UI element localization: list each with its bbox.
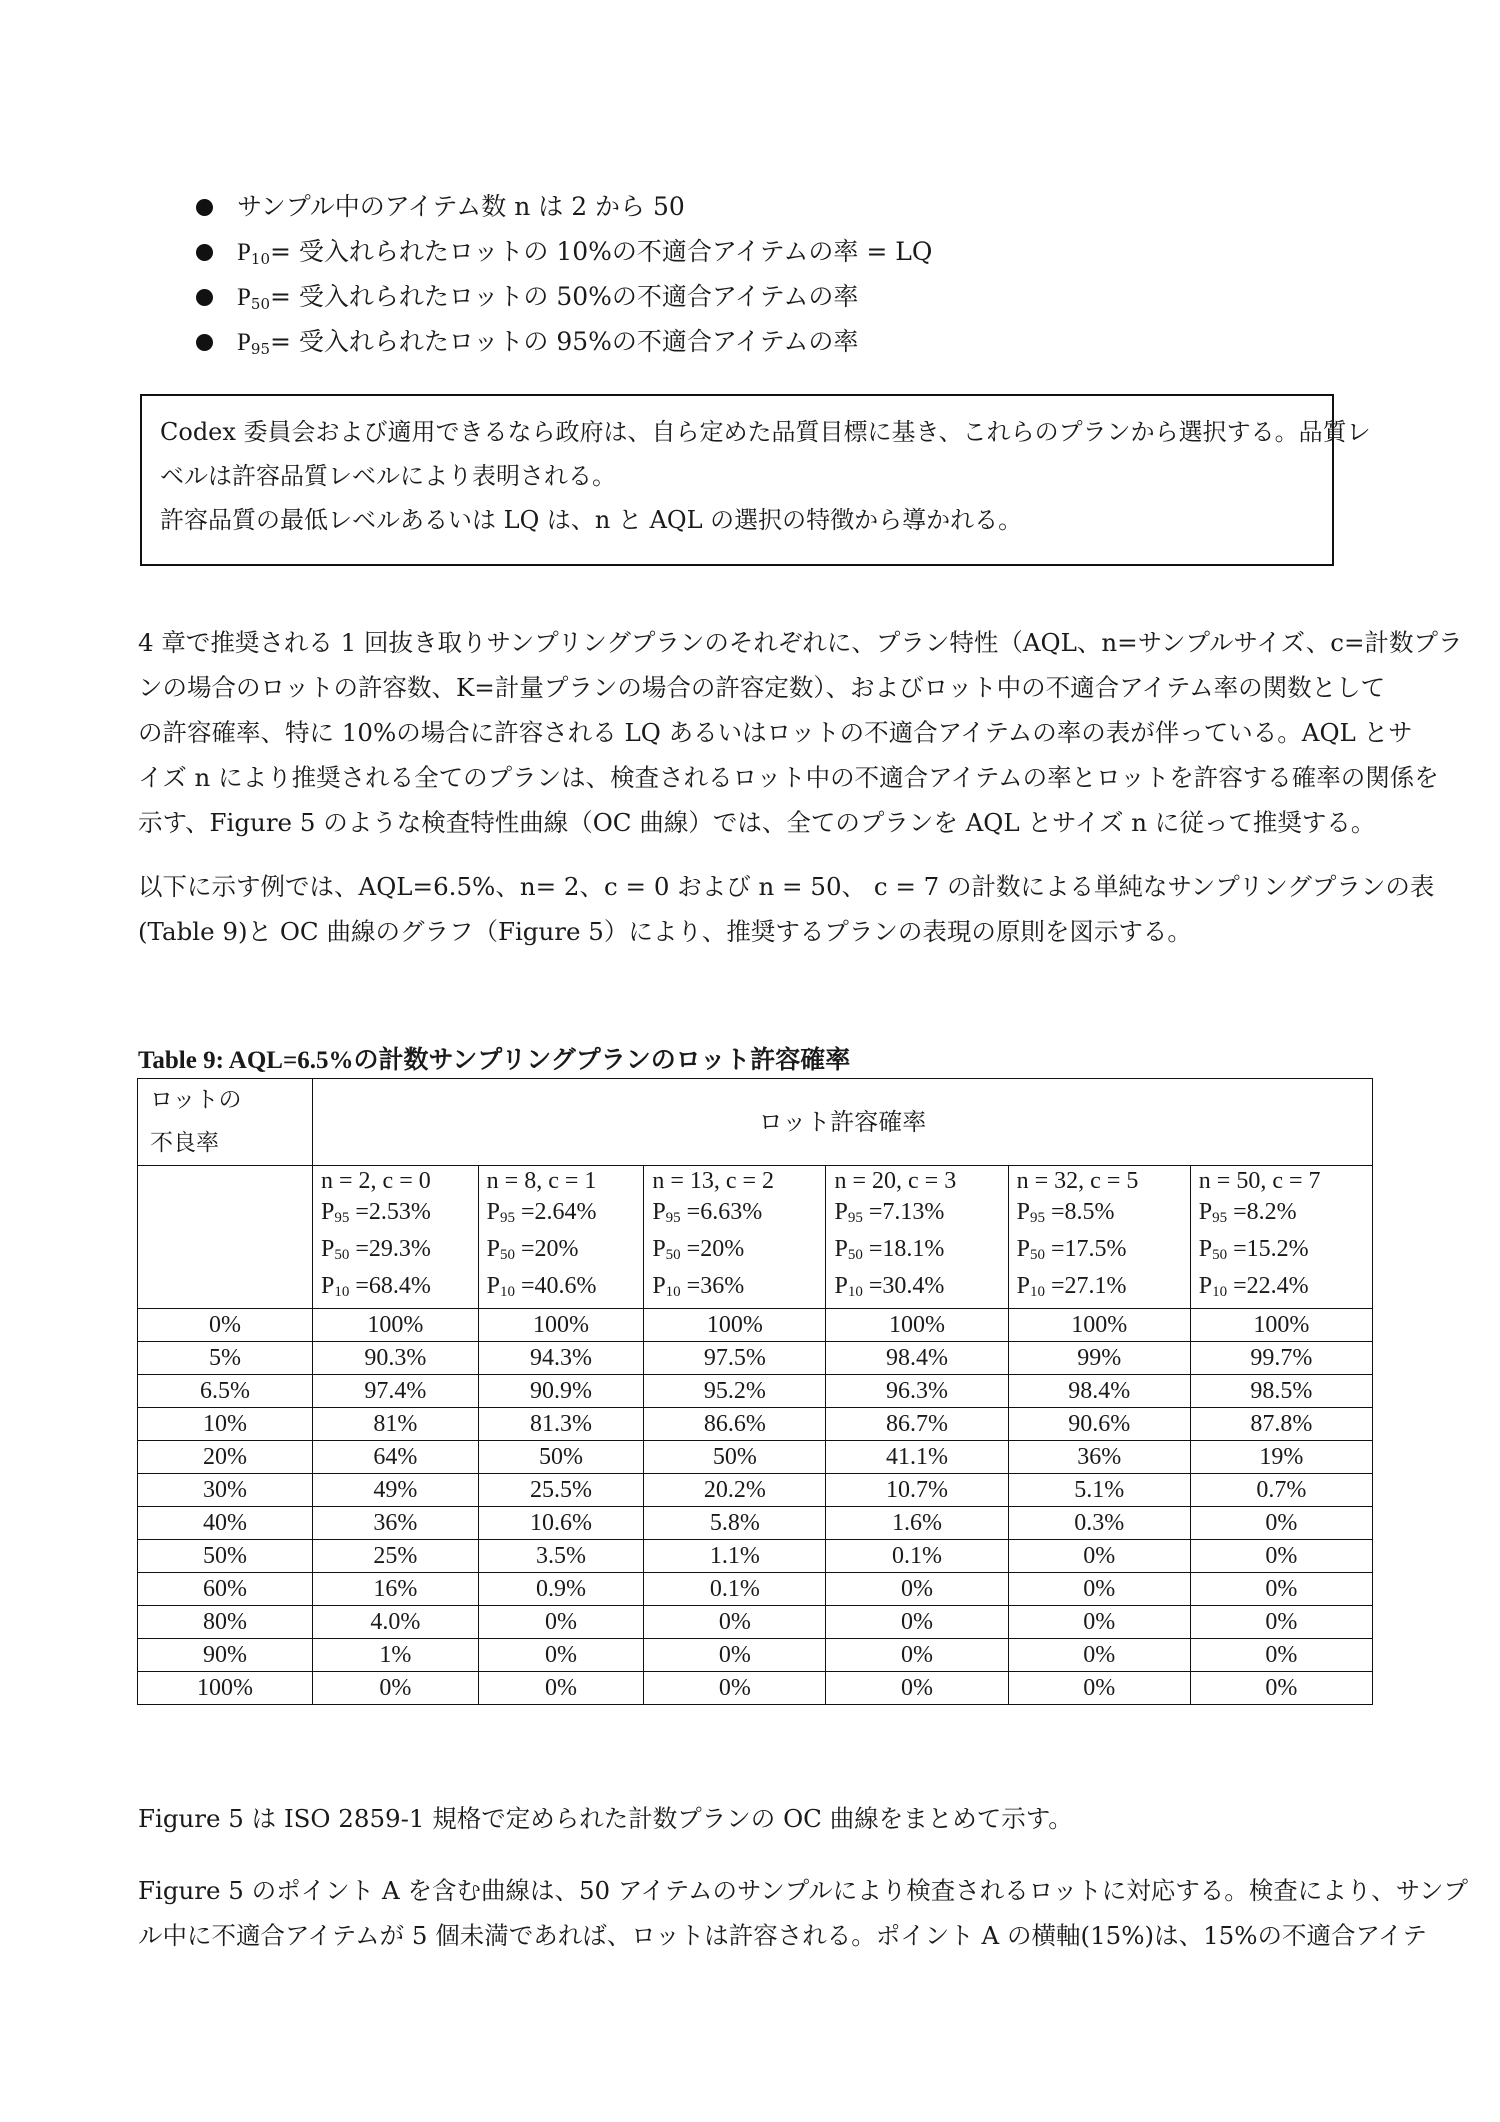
probability-cell: 0% xyxy=(1190,1639,1372,1672)
probability-cell: 25% xyxy=(313,1540,479,1573)
body-paragraph xyxy=(138,620,1463,845)
probability-cell: 86.6% xyxy=(644,1408,826,1441)
table-row xyxy=(138,1342,1373,1375)
defect-rate-cell: 60% xyxy=(138,1573,313,1606)
plan-header-cell xyxy=(826,1166,1008,1309)
definition-list xyxy=(196,190,932,370)
probability-cell: 0% xyxy=(1190,1672,1372,1705)
probability-cell: 99.7% xyxy=(1190,1342,1372,1375)
p-subscript: 10 xyxy=(250,250,270,268)
probability-cell: 0% xyxy=(826,1573,1008,1606)
probability-cell: 16% xyxy=(313,1573,479,1606)
probability-cell: 0% xyxy=(1190,1573,1372,1606)
plan-p10: $P_{10} =68.4\%$ xyxy=(321,1273,431,1300)
paragraph-line: (Table 9)と OC 曲線のグラフ（Figure 5）により、推奨するプランの表現の原則を図示する。 xyxy=(138,917,1192,946)
probability-cell: 5.8% xyxy=(644,1507,826,1540)
probability-cell: 0% xyxy=(1008,1639,1190,1672)
paragraph-line: 示す、Figure 5 のような検査特性曲線（OC 曲線）では、全てのプランを AQL とサイズ n に従って推奨する。 xyxy=(138,808,1376,837)
probability-cell: 98.4% xyxy=(826,1342,1008,1375)
defect-rate-cell: 50% xyxy=(138,1540,313,1573)
paragraph-line: 以下に示す例では、AQL=6.5%、n= 2、c = 0 および n = 50、 c = 7 の計数による単純なサンプリングプランの表 xyxy=(138,872,1435,901)
definition-text: = 受入れられたロットの 10%の不適合アイテムの率 = LQ xyxy=(270,237,933,266)
plan-sample-size: n = 50, c = 7 xyxy=(1198,1168,1321,1194)
probability-cell: 0.9% xyxy=(478,1573,644,1606)
table-row xyxy=(138,1507,1373,1540)
plan-p10: $P_{10} =30.4\%$ xyxy=(834,1273,945,1300)
table-row xyxy=(138,1474,1373,1507)
plan-p50: $P_{50} =20\%$ xyxy=(486,1236,579,1263)
body-paragraph xyxy=(138,1868,1469,1958)
probability-cell: 94.3% xyxy=(478,1342,644,1375)
probability-cell: 3.5% xyxy=(478,1540,644,1573)
table-row xyxy=(138,1606,1373,1639)
probability-cell: 90.6% xyxy=(1008,1408,1190,1441)
probability-cell: 1.6% xyxy=(826,1507,1008,1540)
probability-cell: 0% xyxy=(478,1606,644,1639)
probability-cell: 0% xyxy=(1008,1540,1190,1573)
plan-sample-size: n = 13, c = 2 xyxy=(652,1168,775,1194)
defect-rate-cell: 10% xyxy=(138,1408,313,1441)
probability-cell: 0% xyxy=(1008,1672,1190,1705)
plan-p95: $P_{95} =8.5\%$ xyxy=(1016,1199,1115,1226)
plan-p10: $P_{10} =40.6\%$ xyxy=(486,1273,597,1300)
note-line: ベルは許容品質レベルにより表明される。 xyxy=(160,462,616,490)
plan-header-cell xyxy=(313,1166,479,1309)
probability-cell: 100% xyxy=(313,1309,479,1342)
probability-cell: 1.1% xyxy=(644,1540,826,1573)
probability-cell: 0% xyxy=(1008,1573,1190,1606)
probability-cell: 0% xyxy=(826,1606,1008,1639)
table-row xyxy=(138,1573,1373,1606)
header-line: ロットの xyxy=(150,1087,242,1113)
definition-item xyxy=(196,325,932,370)
probability-cell: 10.7% xyxy=(826,1474,1008,1507)
probability-cell: 10.6% xyxy=(478,1507,644,1540)
definition-item xyxy=(196,190,932,235)
probability-cell: 0% xyxy=(313,1672,479,1705)
probability-cell: 0.3% xyxy=(1008,1507,1190,1540)
probability-cell: 0% xyxy=(1008,1606,1190,1639)
defect-rate-cell: 80% xyxy=(138,1606,313,1639)
note-box xyxy=(140,394,1371,566)
probability-cell: 50% xyxy=(644,1441,826,1474)
probability-cell: 81% xyxy=(313,1408,479,1441)
definition-item xyxy=(196,280,932,325)
defect-rate-cell: 90% xyxy=(138,1639,313,1672)
paragraph-line: の許容確率、特に 10%の場合に許容される LQ あるいはロットの不適合アイテムの率の表が伴っている。AQL とサ xyxy=(138,718,1413,747)
body-paragraph xyxy=(138,864,1435,954)
table-row xyxy=(138,1375,1373,1408)
bullet-icon xyxy=(196,334,213,351)
probability-cell: 49% xyxy=(313,1474,479,1507)
bullet-icon xyxy=(196,244,213,261)
plan-p95: $P_{95} =8.2\%$ xyxy=(1198,1199,1297,1226)
plan-p50: $P_{50} =18.1\%$ xyxy=(834,1236,945,1263)
probability-cell: 0.1% xyxy=(826,1540,1008,1573)
probability-cell: 100% xyxy=(644,1309,826,1342)
probability-cell: 98.4% xyxy=(1008,1375,1190,1408)
probability-cell: 90.3% xyxy=(313,1342,479,1375)
probability-cell: 98.5% xyxy=(1190,1375,1372,1408)
plan-p95: $P_{95} =2.53\%$ xyxy=(321,1199,431,1226)
plan-p50: $P_{50} =17.5\%$ xyxy=(1016,1236,1127,1263)
probability-cell: 99% xyxy=(1008,1342,1190,1375)
probability-cell: 100% xyxy=(1190,1309,1372,1342)
probability-cell: 96.3% xyxy=(826,1375,1008,1408)
table-row xyxy=(138,1672,1373,1705)
defect-rate-cell: 6.5% xyxy=(138,1375,313,1408)
probability-cell: 0.1% xyxy=(644,1573,826,1606)
probability-cell: 0% xyxy=(644,1606,826,1639)
probability-cell: 0% xyxy=(1190,1507,1372,1540)
probability-cell: 97.4% xyxy=(313,1375,479,1408)
plan-header-cell xyxy=(1190,1166,1372,1309)
probability-cell: 1% xyxy=(313,1639,479,1672)
plan-sample-size: n = 2, c = 0 xyxy=(321,1168,431,1194)
probability-cell: 100% xyxy=(478,1309,644,1342)
probability-cell: 0% xyxy=(644,1672,826,1705)
definition-text: = 受入れられたロットの 50%の不適合アイテムの率 xyxy=(270,282,859,311)
probability-cell: 81.3% xyxy=(478,1408,644,1441)
table-header-row xyxy=(138,1079,1373,1166)
plan-p95: $P_{95} =2.64\%$ xyxy=(486,1199,597,1226)
plan-sample-size: n = 8, c = 1 xyxy=(486,1168,597,1194)
table-row xyxy=(138,1540,1373,1573)
defect-rate-cell: 5% xyxy=(138,1342,313,1375)
empty-cell xyxy=(138,1166,313,1309)
defect-rate-cell: 40% xyxy=(138,1507,313,1540)
plan-p10: $P_{10} =36\%$ xyxy=(652,1273,745,1300)
table-row xyxy=(138,1639,1373,1672)
header-line: 不良率 xyxy=(150,1130,219,1156)
probability-cell: 0.7% xyxy=(1190,1474,1372,1507)
p-subscript: 95 xyxy=(250,340,270,358)
plan-header-cell xyxy=(478,1166,644,1309)
defect-rate-cell: 20% xyxy=(138,1441,313,1474)
table-row xyxy=(138,1441,1373,1474)
note-line: 許容品質の最低レベルあるいは LQ は、n と AQL の選択の特徴から導かれる。 xyxy=(160,506,1023,534)
paragraph-line: イズ n により推奨される全てのプランは、検査されるロット中の不適合アイテムの率とロットを許容する確率の関係を xyxy=(138,763,1439,792)
probability-cell: 36% xyxy=(313,1507,479,1540)
definition-text: サンプル中のアイテム数 n は 2 から 50 xyxy=(237,192,685,221)
defect-rate-cell: 0% xyxy=(138,1309,313,1342)
plan-p50: $P_{50} =15.2\%$ xyxy=(1198,1236,1309,1263)
paragraph-line: Figure 5 は ISO 2859-1 規格で定められた計数プランの OC 曲線をまとめて示す。 xyxy=(138,1804,1073,1833)
probability-cell: 41.1% xyxy=(826,1441,1008,1474)
plan-header-cell xyxy=(1008,1166,1190,1309)
paragraph-line: ル中に不適合アイテムが 5 個未満であれば、ロットは許容される。ポイント A の横軸(15%)は、15%の不適合アイテ xyxy=(138,1921,1427,1950)
probability-cell: 20.2% xyxy=(644,1474,826,1507)
probability-cell: 86.7% xyxy=(826,1408,1008,1441)
bullet-icon xyxy=(196,199,213,216)
plan-p50: $P_{50} =20\%$ xyxy=(652,1236,745,1263)
defect-rate-header xyxy=(138,1079,313,1166)
plan-p95: $P_{95} =7.13\%$ xyxy=(834,1199,945,1226)
definition-item xyxy=(196,235,932,280)
defect-rate-cell: 30% xyxy=(138,1474,313,1507)
definition-text: = 受入れられたロットの 95%の不適合アイテムの率 xyxy=(270,327,859,356)
plan-p10: $P_{10} =27.1\%$ xyxy=(1016,1273,1127,1300)
table-row xyxy=(138,1408,1373,1441)
acceptance-probability-table xyxy=(137,1078,1373,1705)
probability-cell: 0% xyxy=(1190,1540,1372,1573)
bullet-icon xyxy=(196,289,213,306)
p-symbol: P xyxy=(237,284,251,311)
plan-sample-size: n = 32, c = 5 xyxy=(1016,1168,1139,1194)
p-subscript: 50 xyxy=(250,295,270,313)
probability-cell: 36% xyxy=(1008,1441,1190,1474)
paragraph-line: Figure 5 のポイント A を含む曲線は、50 アイテムのサンプルにより検査されるロットに対応する。検査により、サンプ xyxy=(138,1876,1469,1905)
probability-cell: 25.5% xyxy=(478,1474,644,1507)
plan-p50: $P_{50} =29.3\%$ xyxy=(321,1236,431,1263)
paragraph-line: ンの場合のロットの許容数、K=計量プランの場合の許容定数）、およびロット中の不適合アイテム率の関数として xyxy=(138,673,1386,702)
plan-header-row xyxy=(138,1166,1373,1309)
p-symbol: P xyxy=(237,329,251,356)
probability-cell: 64% xyxy=(313,1441,479,1474)
table-caption: Table 9: AQL=6.5%の計数サンプリングプランのロット許容確率 xyxy=(138,1047,851,1074)
probability-cell: 50% xyxy=(478,1441,644,1474)
probability-cell: 100% xyxy=(1008,1309,1190,1342)
probability-cell: 90.9% xyxy=(478,1375,644,1408)
probability-cell: 0% xyxy=(1190,1606,1372,1639)
plan-header-cell xyxy=(644,1166,826,1309)
plan-p95: $P_{95} =6.63\%$ xyxy=(652,1199,763,1226)
probability-cell: 87.8% xyxy=(1190,1408,1372,1441)
probability-cell: 100% xyxy=(826,1309,1008,1342)
plan-sample-size: n = 20, c = 3 xyxy=(834,1168,957,1194)
acceptance-probability-header: ロット許容確率 xyxy=(313,1079,1373,1166)
probability-cell: 0% xyxy=(826,1639,1008,1672)
body-paragraph xyxy=(138,1796,1378,1841)
probability-cell: 97.5% xyxy=(644,1342,826,1375)
probability-cell: 0% xyxy=(644,1639,826,1672)
p-symbol: P xyxy=(237,239,251,266)
plan-p10: $P_{10} =22.4\%$ xyxy=(1198,1273,1309,1300)
paragraph-line: 4 章で推奨される 1 回抜き取りサンプリングプランのそれぞれに、プラン特性（AQL、n=サンプルサイズ、c=計数プラ xyxy=(138,628,1463,657)
probability-cell: 0% xyxy=(478,1672,644,1705)
note-line: Codex 委員会および適用できるなら政府は、自ら定めた品質目標に基き、これらのプランから選択する。品質レ xyxy=(160,418,1371,446)
probability-cell: 19% xyxy=(1190,1441,1372,1474)
probability-cell: 0% xyxy=(826,1672,1008,1705)
probability-cell: 4.0% xyxy=(313,1606,479,1639)
probability-cell: 0% xyxy=(478,1639,644,1672)
probability-cell: 5.1% xyxy=(1008,1474,1190,1507)
probability-cell: 95.2% xyxy=(644,1375,826,1408)
defect-rate-cell: 100% xyxy=(138,1672,313,1705)
table-row xyxy=(138,1309,1373,1342)
